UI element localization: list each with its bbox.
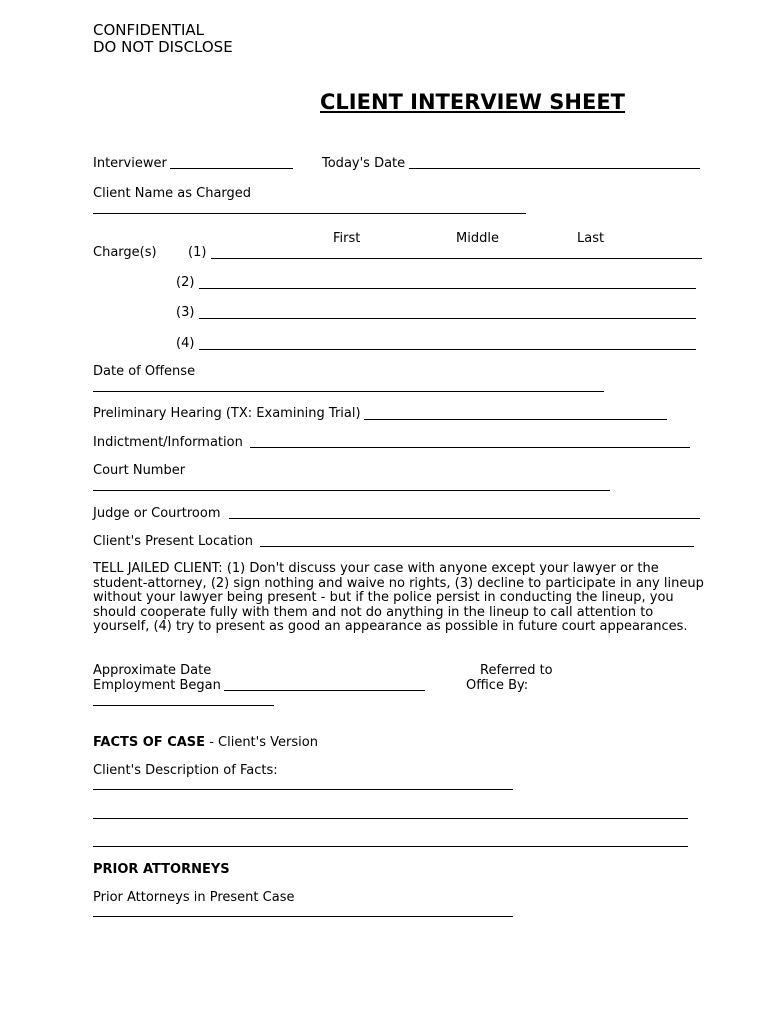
employment-began-blank[interactable] [224, 690, 425, 691]
facts-of-case-heading [93, 735, 318, 750]
interviewer-label: Interviewer [93, 156, 167, 171]
charge-3-number: (3) [176, 305, 195, 320]
indictment-blank[interactable] [250, 447, 690, 448]
client-name-blank[interactable] [93, 213, 526, 214]
charge-3-blank[interactable] [199, 318, 696, 319]
charge-4-blank[interactable] [199, 349, 696, 350]
charge-2-number: (2) [176, 275, 195, 290]
facts-blank-3[interactable] [93, 846, 688, 847]
name-last-label: Last [577, 231, 605, 246]
confidential-label: CONFIDENTIAL [93, 21, 205, 39]
charge-4-number: (4) [176, 336, 195, 351]
present-location-label: Client's Present Location [93, 534, 254, 549]
client-name-label: Client Name as Charged [93, 186, 252, 201]
preliminary-hearing-blank[interactable] [364, 419, 667, 420]
date-of-offense-blank[interactable] [93, 391, 604, 392]
referred-to-label: Referred to [480, 663, 553, 678]
preliminary-hearing-label: Preliminary Hearing (TX: Examining Trial) [93, 406, 361, 421]
charges-label: Charge(s) [93, 245, 157, 260]
prior-attorneys-label: Prior Attorneys in Present Case [93, 890, 295, 905]
date-of-offense-label: Date of Offense [93, 364, 196, 379]
facts-heading-bold: FACTS OF CASE [93, 735, 206, 750]
page-title: CLIENT INTERVIEW SHEET [320, 90, 625, 114]
todays-date-label: Today's Date [322, 156, 406, 171]
facts-blank-1[interactable] [93, 789, 513, 790]
name-first-label: First [333, 231, 361, 246]
approx-date-label: Approximate Date [93, 663, 212, 678]
referred-by-blank[interactable] [93, 705, 274, 706]
facts-heading-suffix: - Client's Version [205, 735, 318, 750]
judge-label: Judge or Courtroom [93, 506, 221, 521]
facts-description-label: Client's Description of Facts: [93, 763, 278, 778]
present-location-blank[interactable] [260, 546, 694, 547]
judge-blank[interactable] [229, 518, 700, 519]
charge-2-blank[interactable] [199, 288, 696, 289]
court-number-label: Court Number [93, 463, 186, 478]
charge-1-number: (1) [188, 245, 207, 260]
prior-attorneys-blank[interactable] [93, 916, 513, 917]
employment-began-label: Employment Began [93, 678, 221, 693]
court-number-blank[interactable] [93, 490, 610, 491]
facts-blank-2[interactable] [93, 818, 688, 819]
do-not-disclose-label: DO NOT DISCLOSE [93, 38, 233, 56]
indictment-label: Indictment/Information [93, 435, 243, 450]
todays-date-blank[interactable] [409, 168, 700, 169]
jailed-client-instructions: TELL JAILED CLIENT: (1) Don't discuss your case with anyone except your lawyer or the student-attorney, (2) sign nothing and waive no rights, (3) decline to participate in any lineup without your lawyer being present - but if the police persist in conducting the lineup, you should cooperate fully with them and not do anything in the lineup to call attention to yourself, (4) try to present as good an appearance as possible in future court appearances. [93, 561, 704, 635]
charge-1-blank[interactable] [211, 258, 702, 259]
prior-attorneys-heading: PRIOR ATTORNEYS [93, 862, 230, 877]
name-middle-label: Middle [456, 231, 499, 246]
office-by-label: Office By: [466, 678, 529, 693]
interviewer-blank[interactable] [170, 168, 293, 169]
